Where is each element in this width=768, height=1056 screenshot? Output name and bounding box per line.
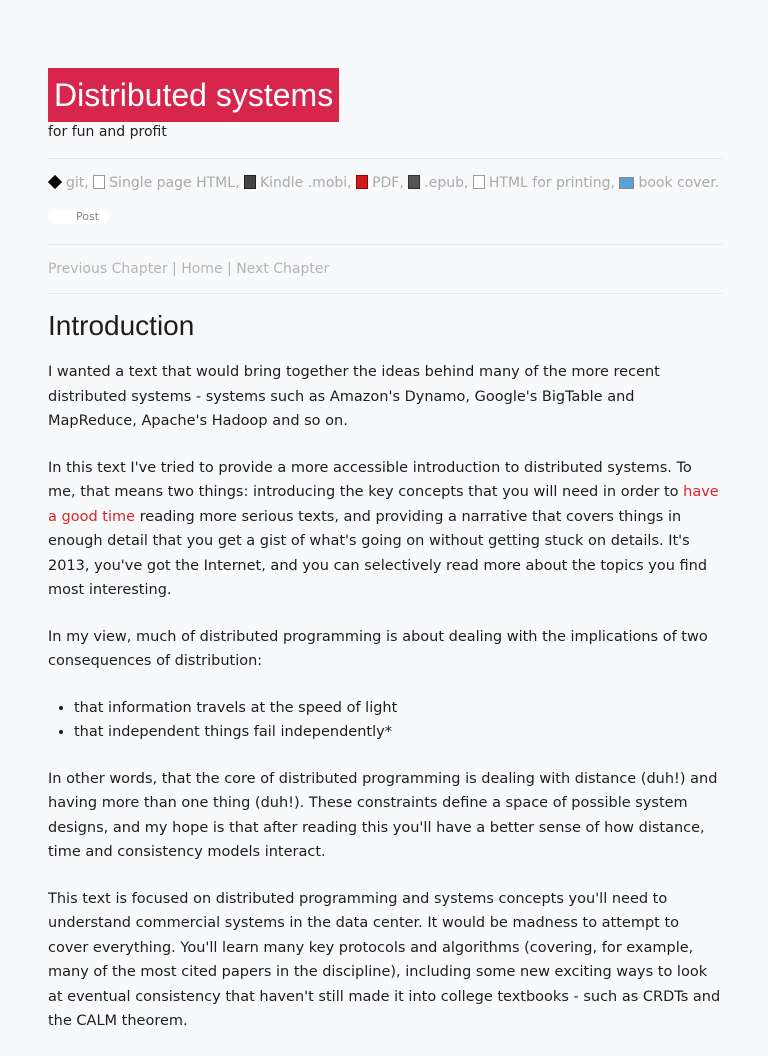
next-chapter-link[interactable]: Next Chapter bbox=[236, 261, 330, 277]
site-title[interactable]: Distributed systems bbox=[48, 68, 339, 122]
nav-separator: | bbox=[172, 261, 177, 277]
divider bbox=[48, 293, 722, 294]
download-git-link[interactable]: git, bbox=[48, 175, 89, 191]
pdf-icon bbox=[356, 175, 368, 189]
download-pdf-link[interactable]: PDF, bbox=[356, 175, 404, 191]
download-links bbox=[48, 175, 722, 191]
download-book-cover-link[interactable]: book cover. bbox=[619, 175, 719, 191]
site-tagline: for fun and profit bbox=[48, 124, 167, 140]
kindle-icon bbox=[244, 175, 256, 189]
paragraph-2: In this text I've tried to provide a more accessible introduction to distributed systems. To me, that means two things: introducing the key concepts that you will need in order to have a good time reading more serious texts, and providing a narrative that covers things in enough detail that you get a gist of what's going on without getting stuck on details. It's 2013, you've got the Internet, and you can selectively read more about the topics you find most interesting. bbox=[48, 459, 719, 598]
paragraph-4: In other words, that the core of distributed programming is dealing with distance (duh!) and having more than one thing (duh!). These constraints define a space of possible system designs, and my hope is that after reading this you'll have a better sense of how distance, time and consistency models interact. bbox=[48, 770, 718, 860]
divider bbox=[48, 244, 722, 245]
divider bbox=[48, 158, 722, 159]
nav-separator: | bbox=[227, 261, 232, 277]
chapter-heading: Introduction bbox=[48, 310, 195, 341]
home-link[interactable]: Home bbox=[181, 261, 223, 277]
html-file-icon bbox=[473, 175, 485, 189]
list-item: • that independent things fail independently* bbox=[74, 720, 722, 745]
list-item: • that information travels at the speed of light bbox=[74, 696, 722, 721]
paragraph-3: In my view, much of distributed programming is about dealing with the implications of two consequences of distribution: bbox=[48, 628, 708, 669]
post-share-button[interactable]: Post bbox=[48, 209, 109, 224]
download-single-page-html-link[interactable]: Single page HTML, bbox=[93, 175, 239, 191]
previous-chapter-link[interactable]: Previous Chapter bbox=[48, 261, 168, 277]
git-icon bbox=[48, 175, 62, 189]
download-kindle-link[interactable]: Kindle .mobi, bbox=[244, 175, 352, 191]
image-icon bbox=[619, 177, 634, 189]
chapter-nav bbox=[48, 261, 722, 277]
have-a-good-time-link[interactable]: have a good time bbox=[48, 484, 719, 525]
page-content bbox=[48, 68, 722, 1056]
paragraph-1: I wanted a text that would bring together the ideas behind many of the more recent distributed systems - systems such as Amazon's Dynamo, Google's BigTable and MapReduce, Apache's Hadoop and so on. bbox=[48, 364, 660, 429]
paragraph-5: This text is focused on distributed programming and systems concepts you'll need to understand commercial systems in the data center. It would be madness to attempt to cover everything. You'll learn many key protocols and algorithms (covering, for example, many of the most cited papers in the discipline), including some new exciting ways to look at eventual consistency that haven't still made it into college textbooks - such as CRDTs and the CALM theorem. bbox=[48, 890, 721, 1029]
download-print-html-link[interactable]: HTML for printing, bbox=[473, 175, 615, 191]
epub-icon bbox=[408, 175, 420, 189]
download-epub-link[interactable]: .epub, bbox=[408, 175, 468, 191]
consequences-list bbox=[48, 696, 722, 745]
html-file-icon bbox=[93, 175, 105, 189]
